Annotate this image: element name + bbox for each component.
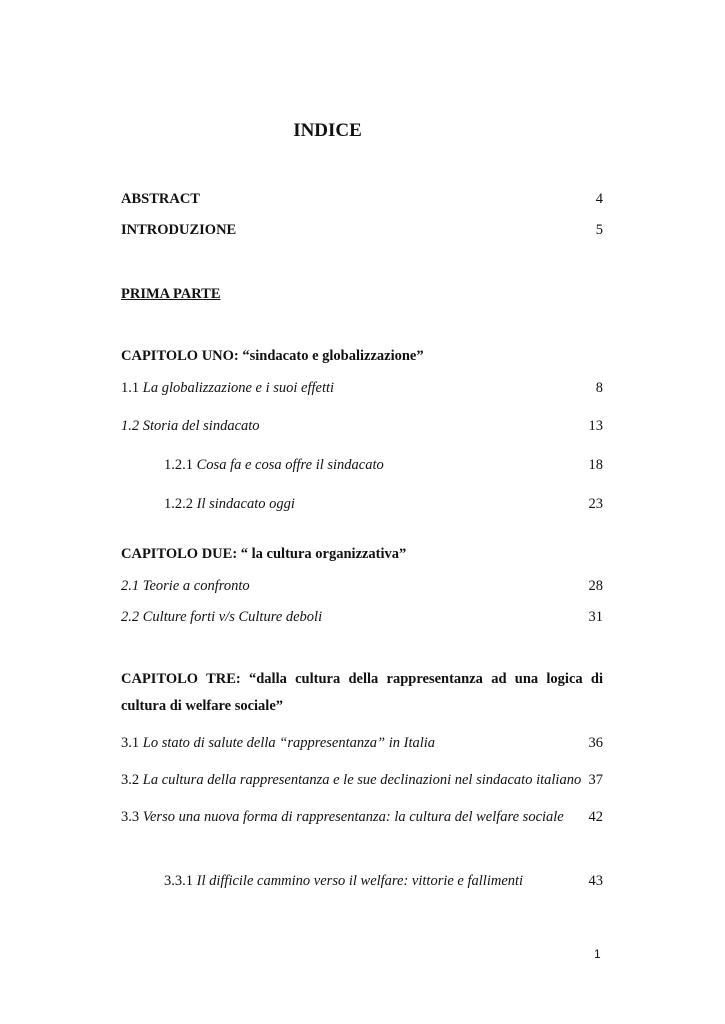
toc-entry-2-1: 2.1 Teorie a confronto 28 (121, 578, 603, 594)
toc-entry-1-2-2: 1.2.2 Il sindacato oggi 23 (164, 496, 603, 512)
chapter-heading-uno: CAPITOLO UNO: “sindacato e globalizzazione” (121, 348, 424, 364)
chapter-heading-due: CAPITOLO DUE: “ la cultura organizzativa” (121, 546, 407, 562)
toc-entry-3-3-1: 3.3.1 Il difficile cammino verso il welfare: vittorie e fallimenti 43 (164, 873, 603, 889)
toc-entry-1-1: 1.1 La globalizzazione e i suoi effetti 8 (121, 380, 603, 396)
toc-entry-1-2-1: 1.2.1 Cosa fa e cosa offre il sindacato 18 (164, 457, 603, 473)
toc-entry-3-3: 3.3 Verso una nuova forma di rappresentanza: la cultura del welfare sociale 42 (121, 809, 603, 825)
chapter-heading-tre-line2: cultura di welfare sociale” (121, 698, 284, 714)
toc-entry-3-1: 3.1 Lo stato di salute della “rappresentanza” in Italia 36 (121, 735, 603, 751)
toc-entry-2-2: 2.2 Culture forti v/s Culture deboli 31 (121, 609, 603, 625)
page-number: 1 (594, 947, 601, 961)
index-title: INDICE (293, 120, 362, 141)
toc-entry-introduzione: INTRODUZIONE 5 (121, 222, 603, 238)
toc-entry-abstract: ABSTRACT 4 (121, 191, 603, 207)
toc-entry-3-2: 3.2 La cultura della rappresentanza e le sue declinazioni nel sindacato italiano 37 (121, 772, 603, 788)
toc-entry-1-2: 1.2 Storia del sindacato 13 (121, 418, 603, 434)
section-heading-prima-parte: PRIMA PARTE (121, 286, 221, 302)
chapter-heading-tre-line1: CAPITOLO TRE: “dalla cultura della rappresentanza ad una logica di (121, 671, 603, 687)
